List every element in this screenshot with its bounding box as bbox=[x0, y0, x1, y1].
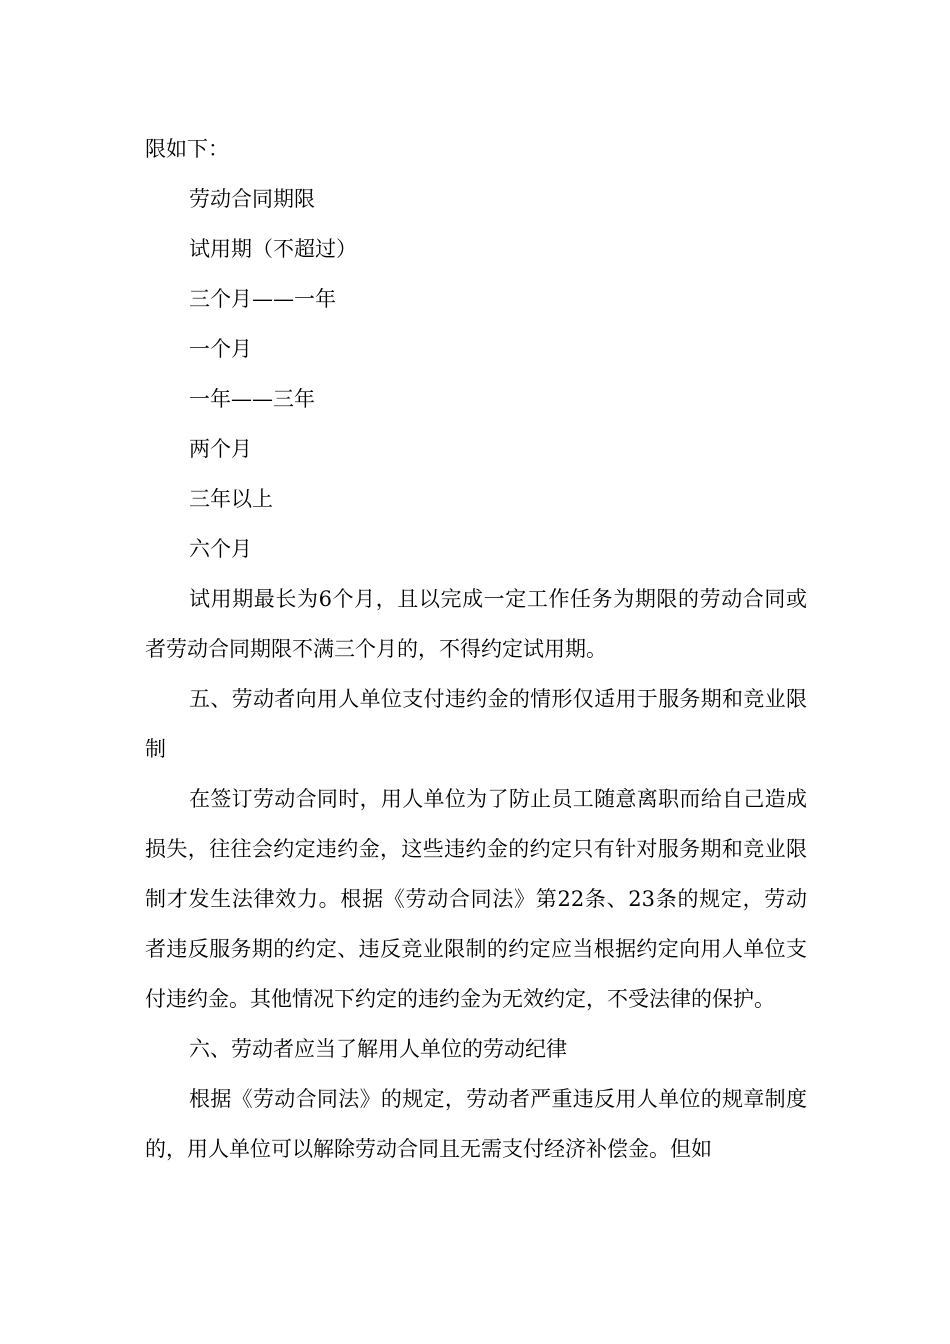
body-paragraph: 试用期最长为6个月，且以完成一定工作任务为期限的劳动合同或者劳动合同期限不满三个月的，不得约定试用期。 bbox=[145, 587, 807, 661]
text-line: 试用期（不超过） bbox=[189, 237, 357, 261]
text-line: 一个月 bbox=[189, 337, 252, 361]
section-heading: 五、劳动者向用人单位支付违约金的情形仅适用于服务期和竞业限制 bbox=[145, 687, 807, 761]
text-line: 两个月 bbox=[189, 437, 252, 461]
body-paragraph: 在签订劳动合同时，用人单位为了防止员工随意离职而给自己造成损失，往往会约定违约金，这些违约金的约定只有针对服务期和竞业限制才发生法律效力。根据《劳动合同法》第22条、23条的规定，劳动者违反服务期的约定、违反竞业限制的约定应当根据约定向用人单位支付违约金。其他情况下约定的违约金为无效约定，不受法律的保护。 bbox=[145, 787, 807, 1011]
body-paragraph: 根据《劳动合同法》的规定，劳动者严重违反用人单位的规章制度的，用人单位可以解除劳动合同且无需支付经济补偿金。但如 bbox=[145, 1087, 807, 1161]
text-line: 三个月——一年 bbox=[189, 287, 336, 311]
section-heading: 六、劳动者应当了解用人单位的劳动纪律 bbox=[189, 1037, 567, 1061]
text-line: 一年——三年 bbox=[189, 387, 315, 411]
text-line: 六个月 bbox=[189, 537, 252, 561]
text-line: 劳动合同期限 bbox=[189, 187, 315, 211]
text-line: 限如下： bbox=[145, 137, 229, 161]
text-line: 三年以上 bbox=[189, 487, 273, 511]
document-page bbox=[145, 124, 807, 1174]
